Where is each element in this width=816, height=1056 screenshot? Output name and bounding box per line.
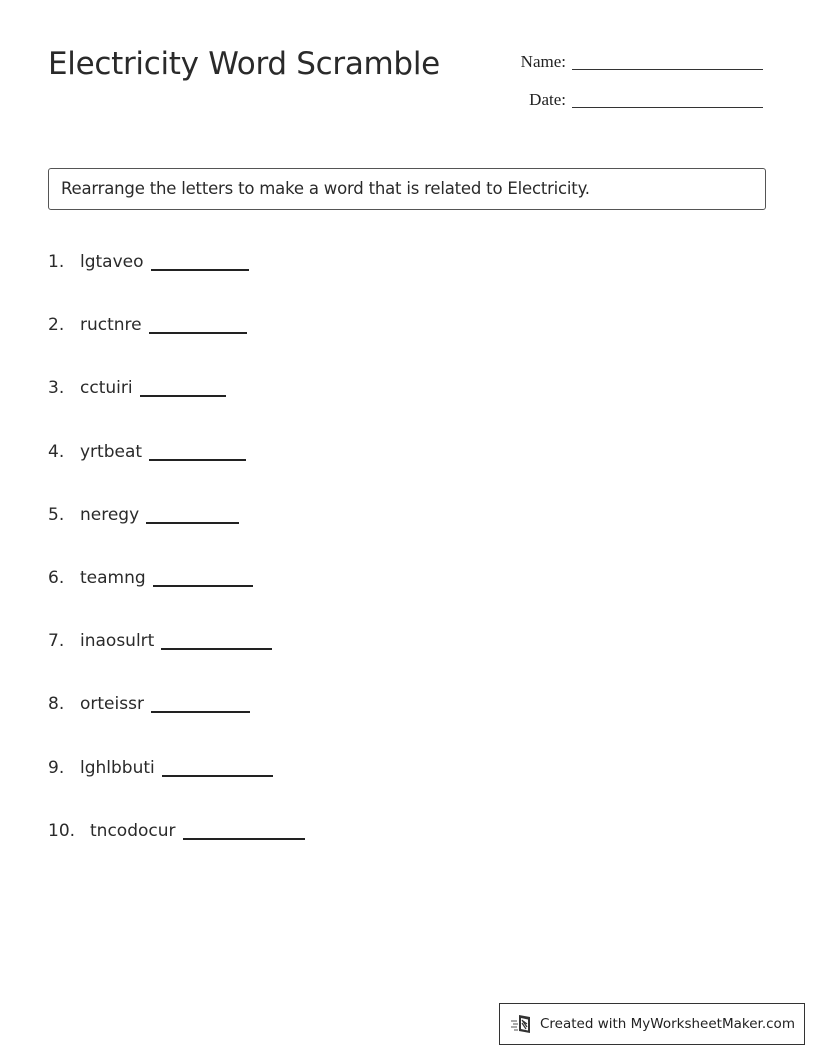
list-item [48,378,226,398]
date-label: Date: [529,90,566,109]
instructions-text: Rearrange the letters to make a word that is related to Electricity. [61,179,590,198]
date-blank-line[interactable] [572,106,763,108]
item-number: 8. [48,694,65,714]
scrambled-word: orteissr [80,694,144,714]
answer-blank[interactable] [151,710,250,713]
answer-blank[interactable] [161,647,272,650]
list-item [48,631,272,651]
instructions-box [48,168,766,210]
item-number: 4. [48,442,65,462]
item-number: 3. [48,378,65,398]
scrambled-word: neregy [80,505,140,525]
scrambled-word: teamng [80,568,146,588]
footer-text: Created with MyWorksheetMaker.com [540,1016,795,1032]
item-number: 10. [48,821,76,841]
answer-blank[interactable] [183,837,305,840]
list-item [48,442,246,462]
list-item [48,758,273,778]
scrambled-word: yrtbeat [80,442,143,462]
scrambled-word: tncodocur [90,821,176,841]
item-number: 1. [48,252,65,272]
scrambled-word: ructnre [80,315,142,335]
answer-blank[interactable] [146,521,239,524]
date-field [506,90,763,110]
scrambled-word: lghlbbuti [80,758,155,778]
name-label: Name: [520,52,566,71]
list-item [48,315,247,335]
answer-blank[interactable] [140,394,226,397]
list-item [48,821,305,841]
scrambled-word: inaosulrt [80,631,155,651]
answer-blank[interactable] [153,584,253,587]
list-item [48,694,250,714]
scrambled-word: lgtaveo [80,252,144,272]
item-number: 5. [48,505,65,525]
answer-blank[interactable] [149,458,246,461]
list-item [48,505,239,525]
item-number: 7. [48,631,65,651]
answer-blank[interactable] [151,268,249,271]
list-item [48,252,249,272]
worksheet-maker-logo-icon [510,1013,534,1035]
name-blank-line[interactable] [572,68,763,70]
item-number: 2. [48,315,65,335]
scrambled-word: cctuiri [80,378,133,398]
answer-blank[interactable] [149,331,247,334]
name-field [506,52,763,72]
item-number: 6. [48,568,65,588]
item-number: 9. [48,758,65,778]
list-item [48,568,253,588]
footer-credit[interactable] [499,1003,805,1045]
worksheet-title: Electricity Word Scramble [48,46,440,82]
answer-blank[interactable] [162,774,273,777]
